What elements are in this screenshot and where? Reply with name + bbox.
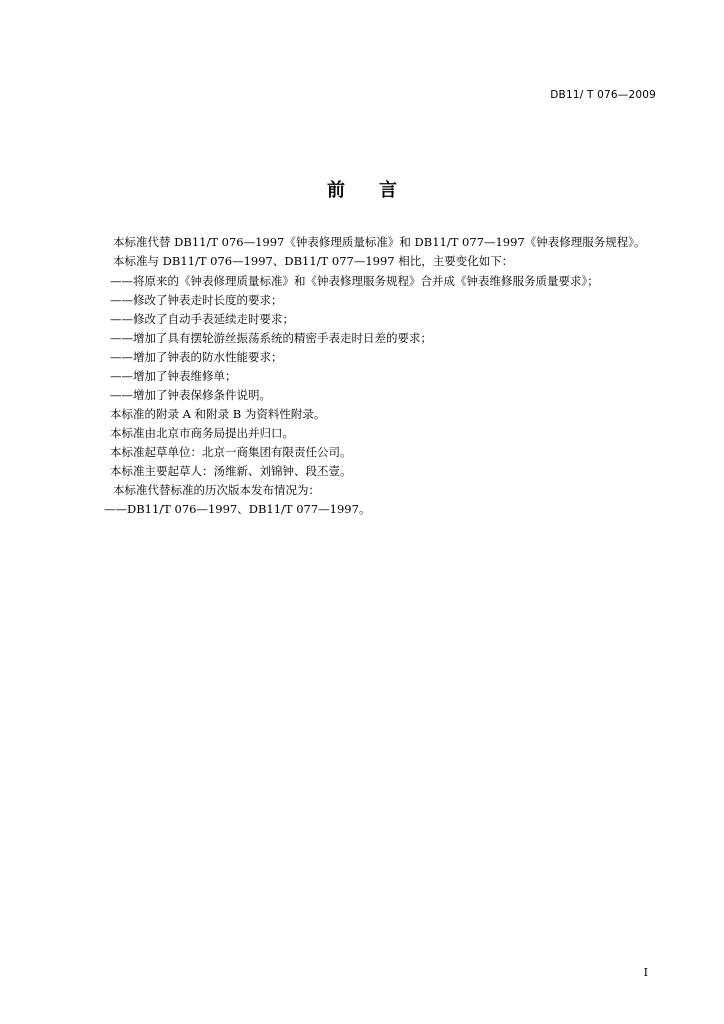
foreword-line: ——增加了钟表维修单；: [110, 369, 237, 383]
foreword-line: ——增加了钟表的防水性能要求；: [110, 350, 283, 364]
foreword-line: 本标准起草单位：北京一商集团有限责任公司。: [110, 445, 352, 459]
foreword-line: ——修改了自动手表延续走时要求；: [110, 312, 294, 326]
foreword-line: ——增加了具有摆轮游丝振荡系统的精密手表走时日差的要求；: [110, 331, 432, 345]
foreword-line: ——增加了钟表保修条件说明。: [110, 388, 271, 402]
foreword-line: 本标准主要起草人：汤维新、刘锦钟、段丕壹。: [110, 464, 352, 478]
foreword-line: ——将原来的《钟表修理质量标准》和《钟表修理服务规程》合并成《钟表维修服务质量要求》；: [110, 274, 599, 288]
foreword-line: ——DB11/T 076—1997、DB11/T 077—1997。: [104, 502, 371, 516]
page-title: 前言: [327, 180, 431, 201]
foreword-line: 本标准与 DB11/T 076—1997、DB11/T 077—1997 相比，主要变化如下：: [113, 254, 514, 268]
foreword-line: 本标准代替 DB11/T 076—1997《钟表修理质量标准》和 DB11/T 077—1997《钟表修理服务规程》。: [113, 235, 646, 249]
foreword-line: 本标准由北京市商务局提出并归口。: [110, 426, 294, 440]
foreword-line: ——修改了钟表走时长度的要求；: [110, 293, 283, 307]
standard-code: DB11/ T 076—2009: [550, 89, 656, 101]
foreword-line: 本标准代替标准的历次版本发布情况为：: [113, 483, 320, 497]
foreword-line: 本标准的附录 A 和附录 B 为资料性附录。: [110, 407, 326, 421]
page-number: I: [643, 966, 648, 979]
